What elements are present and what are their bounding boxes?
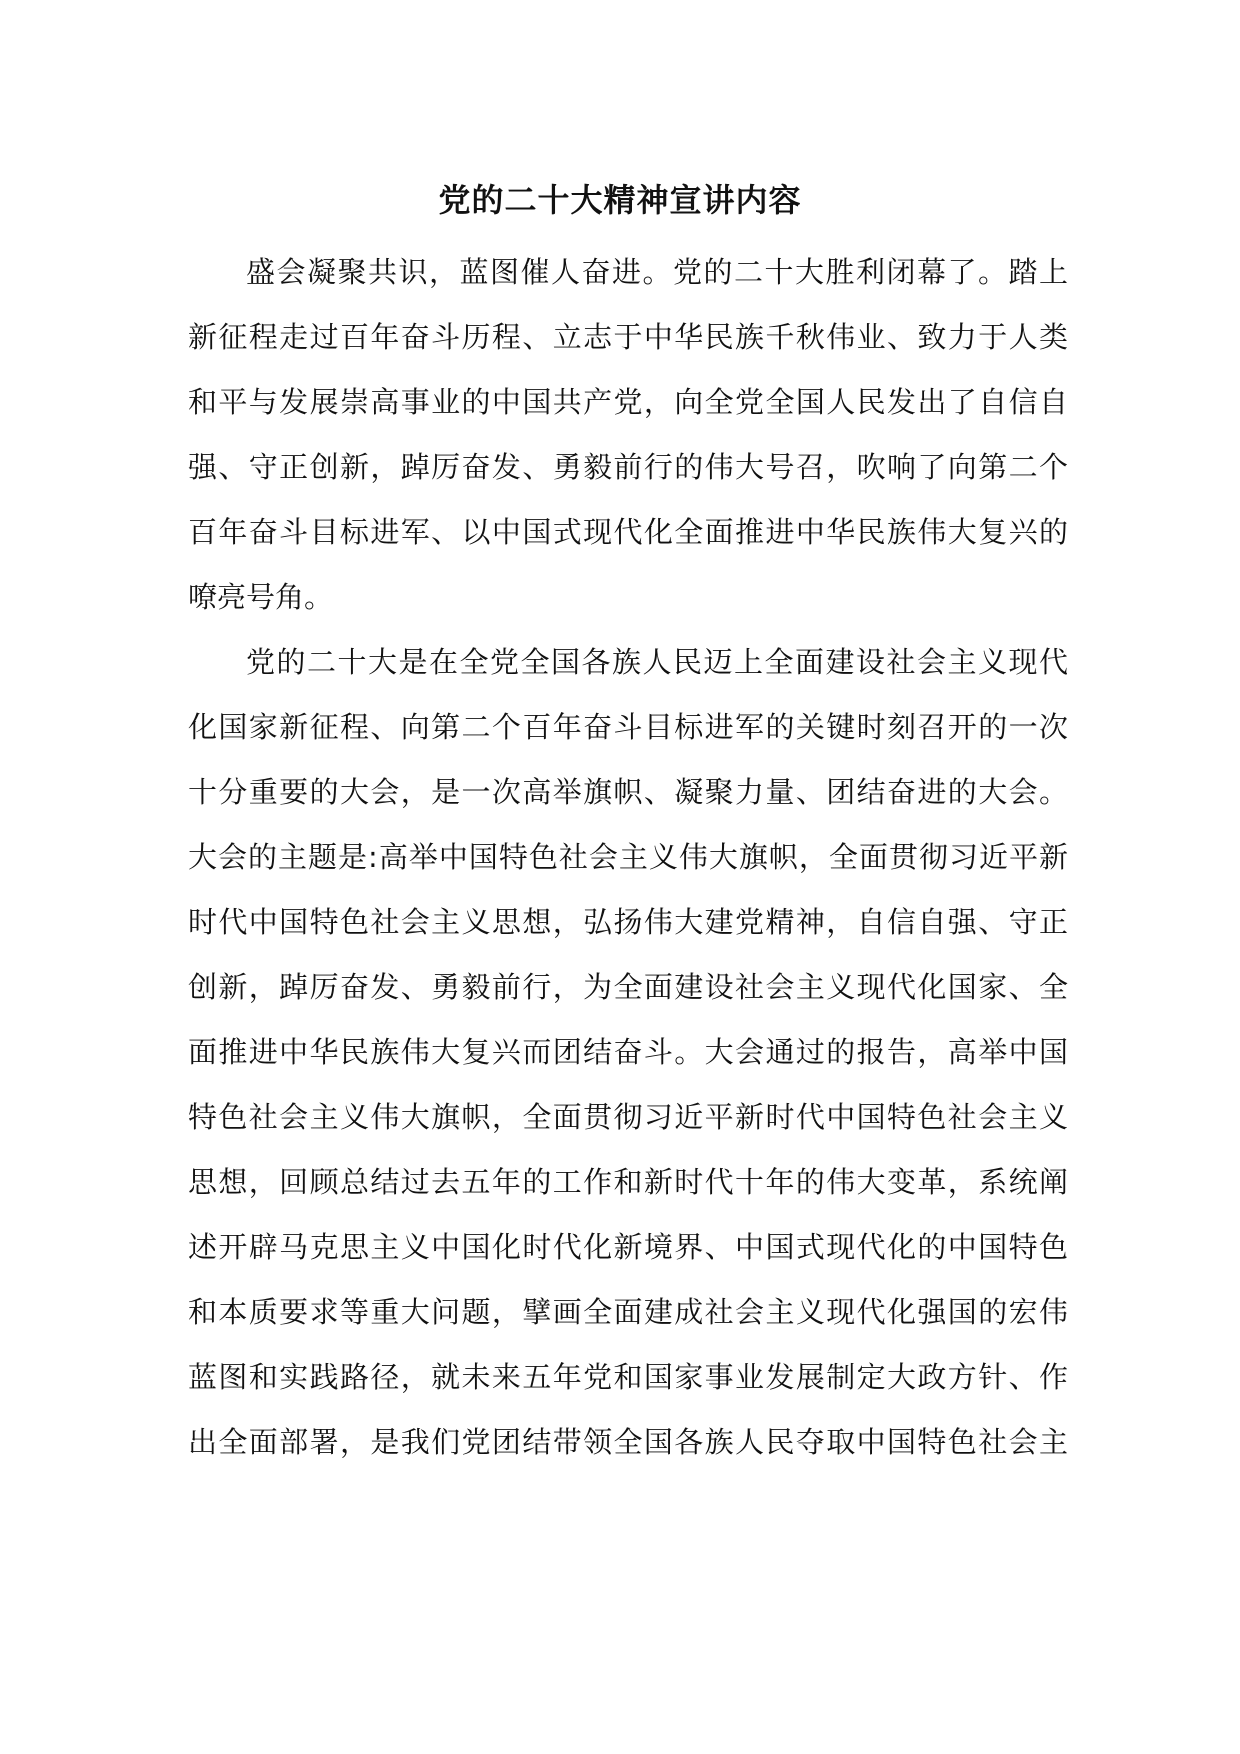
paragraph-line: 化国家新征程、向第二个百年奋斗目标进军的关键时刻召开的一次 [188, 710, 1068, 744]
paragraph-line: 面推进中华民族伟大复兴而团结奋斗。大会通过的报告，高举中国 [188, 1035, 1068, 1069]
paragraph-line: 强、守正创新，踔厉奋发、勇毅前行的伟大号召，吹响了向第二个 [188, 450, 1068, 484]
document-title: 党的二十大精神宣讲内容 [438, 181, 802, 219]
paragraph-2 [188, 630, 1068, 1475]
paragraph-line: 蓝图和实践路径，就未来五年党和国家事业发展制定大政方针、作 [188, 1360, 1068, 1394]
paragraph-line: 思想，回顾总结过去五年的工作和新时代十年的伟大变革，系统阐 [188, 1165, 1068, 1199]
paragraph-line: 百年奋斗目标进军、以中国式现代化全面推进中华民族伟大复兴的 [188, 515, 1068, 549]
paragraph-line: 和平与发展崇高事业的中国共产党，向全党全国人民发出了自信自 [188, 385, 1068, 419]
paragraph-line: 创新，踔厉奋发、勇毅前行，为全面建设社会主义现代化国家、全 [188, 970, 1068, 1004]
paragraph-line: 时代中国特色社会主义思想，弘扬伟大建党精神，自信自强、守正 [188, 905, 1068, 939]
paragraph-line: 出全面部署，是我们党团结带领全国各族人民夺取中国特色社会主 [188, 1425, 1068, 1459]
paragraph-line: 盛会凝聚共识，蓝图催人奋进。党的二十大胜利闭幕了。踏上 [246, 255, 1068, 289]
paragraph-line: 新征程走过百年奋斗历程、立志于中华民族千秋伟业、致力于人类 [188, 320, 1068, 354]
paragraph-line: 十分重要的大会，是一次高举旗帜、凝聚力量、团结奋进的大会。 [188, 775, 1068, 809]
paragraph-line: 嘹亮号角。 [188, 580, 334, 614]
paragraph-line: 和本质要求等重大问题，擘画全面建成社会主义现代化强国的宏伟 [188, 1295, 1068, 1329]
paragraph-1 [188, 240, 1068, 630]
paragraph-line: 大会的主题是:高举中国特色社会主义伟大旗帜，全面贯彻习近平新 [188, 840, 1068, 874]
paragraph-line: 党的二十大是在全党全国各族人民迈上全面建设社会主义现代 [246, 645, 1068, 679]
paragraph-line: 述开辟马克思主义中国化时代化新境界、中国式现代化的中国特色 [188, 1230, 1068, 1264]
paragraph-line: 特色社会主义伟大旗帜，全面贯彻习近平新时代中国特色社会主义 [188, 1100, 1068, 1134]
document-body [188, 240, 1068, 1475]
